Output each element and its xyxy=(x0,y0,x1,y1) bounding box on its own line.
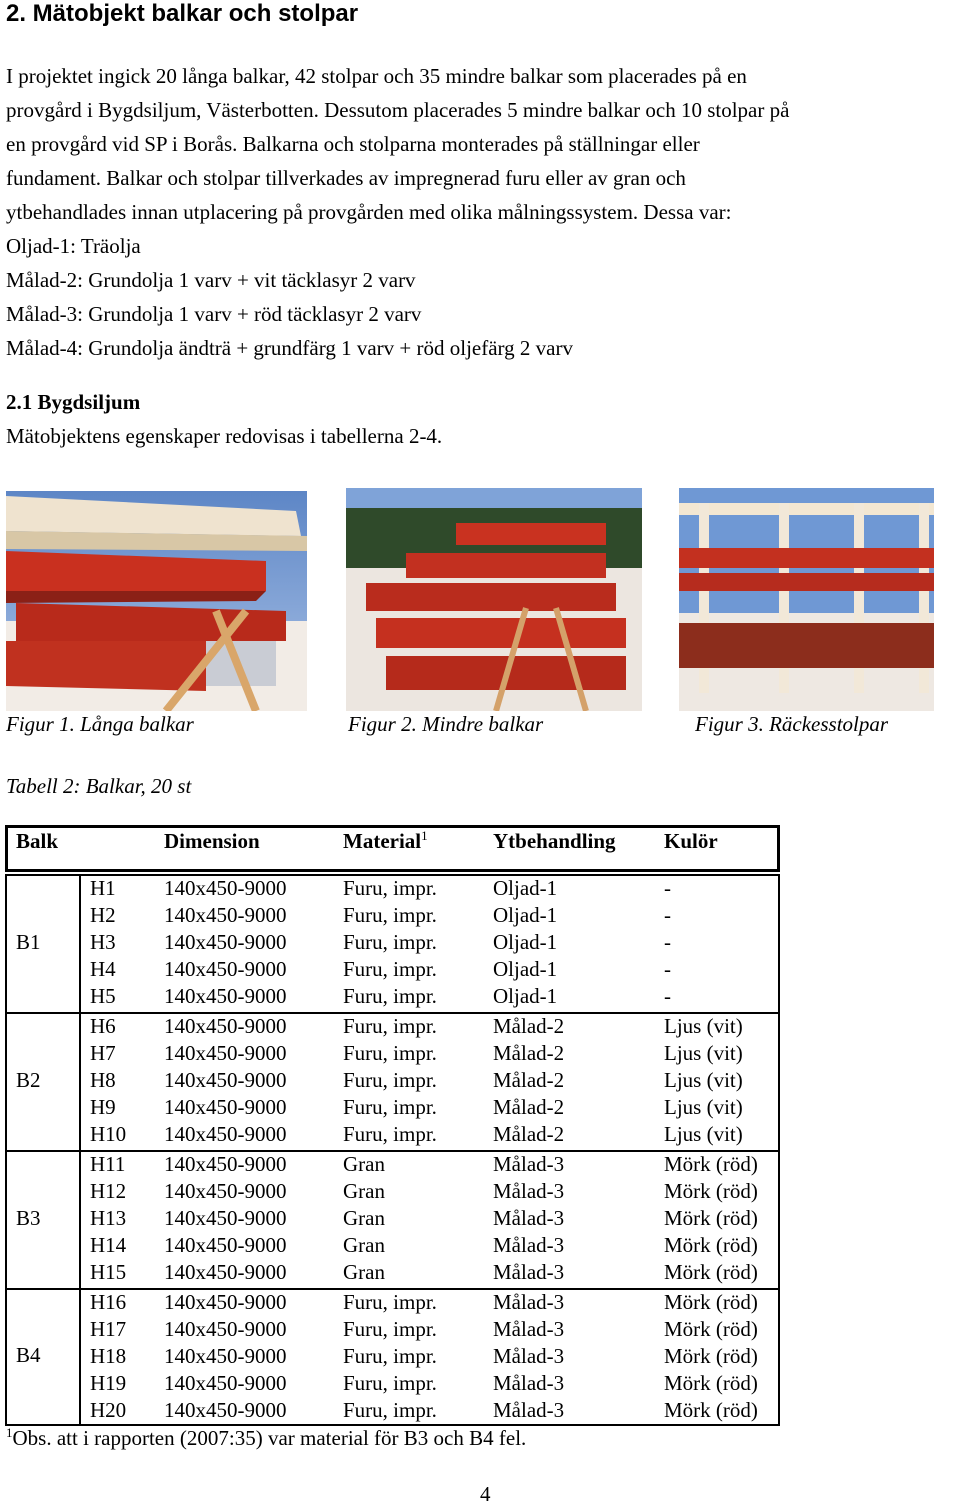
table-cell-material: Furu, impr. xyxy=(343,1344,437,1368)
table-cell-material: Gran xyxy=(343,1233,385,1257)
table-cell-material: Furu, impr. xyxy=(343,1095,437,1119)
table-cell-kulor: Ljus (vit) xyxy=(664,1122,743,1146)
table-cell-material: Furu, impr. xyxy=(343,1068,437,1092)
table-cell-row-id: H18 xyxy=(90,1344,127,1368)
column-header-dimension: Dimension xyxy=(164,829,260,853)
table-cell-kulor: - xyxy=(664,903,671,927)
column-header-balk: Balk xyxy=(16,829,59,853)
table-cell-dimension: 140x450-9000 xyxy=(164,1122,287,1146)
intro-line: I projektet ingick 20 långa balkar, 42 stolpar och 35 mindre balkar som placerades på en xyxy=(6,64,747,88)
intro-line: Målad-2: Grundolja 1 varv + vit täcklasyr 2 varv xyxy=(6,268,416,292)
photo-railing-posts xyxy=(679,488,934,711)
table-cell-row-id: H13 xyxy=(90,1206,127,1230)
table-cell-row-id: H17 xyxy=(90,1317,127,1341)
table-cell-material: Furu, impr. xyxy=(343,1290,437,1314)
table-cell-ytbehandling: Oljad-1 xyxy=(493,903,558,927)
table-cell-dimension: 140x450-9000 xyxy=(164,957,287,981)
table-cell-material: Gran xyxy=(343,1206,385,1230)
table-cell-row-id: H19 xyxy=(90,1371,127,1395)
table-cell-material: Gran xyxy=(343,1152,385,1176)
table-cell-ytbehandling: Målad-3 xyxy=(493,1344,565,1368)
table-cell-ytbehandling: Målad-2 xyxy=(493,1068,565,1092)
table-cell-row-id: H12 xyxy=(90,1179,127,1203)
table-cell-kulor: - xyxy=(664,876,671,900)
column-header-material: Material$^1$ xyxy=(343,828,428,853)
figure-caption: Figur 2. Mindre balkar xyxy=(348,712,544,736)
table-cell-dimension: 140x450-9000 xyxy=(164,1371,287,1395)
table-cell-dimension: 140x450-9000 xyxy=(164,1233,287,1257)
column-header-kulor: Kulör xyxy=(664,829,718,853)
table-cell-ytbehandling: Oljad-1 xyxy=(493,957,558,981)
table-cell-row-id: H14 xyxy=(90,1233,127,1257)
photo-small-beams xyxy=(346,488,642,711)
table-cell-row-id: H8 xyxy=(90,1068,116,1092)
table-cell-dimension: 140x450-9000 xyxy=(164,984,287,1008)
table-cell-ytbehandling: Målad-2 xyxy=(493,1041,565,1065)
table-cell-dimension: 140x450-9000 xyxy=(164,930,287,954)
group-label: B1 xyxy=(16,930,41,954)
table-cell-row-id: H2 xyxy=(90,903,116,927)
table-cell-row-id: H16 xyxy=(90,1290,127,1314)
photo-long-beams xyxy=(6,491,307,711)
table-cell-ytbehandling: Målad-3 xyxy=(493,1290,565,1314)
table-cell-kulor: - xyxy=(664,957,671,981)
table-cell-dimension: 140x450-9000 xyxy=(164,1179,287,1203)
table-cell-ytbehandling: Målad-3 xyxy=(493,1371,565,1395)
table-cell-material: Furu, impr. xyxy=(343,1041,437,1065)
table-cell-kulor: - xyxy=(664,930,671,954)
table-cell-row-id: H9 xyxy=(90,1095,116,1119)
table-cell-ytbehandling: Målad-3 xyxy=(493,1317,565,1341)
table-cell-material: Furu, impr. xyxy=(343,1014,437,1038)
table-cell-row-id: H7 xyxy=(90,1041,116,1065)
figure-caption: Figur 1. Långa balkar xyxy=(6,712,194,736)
table-cell-kulor: Mörk (röd) xyxy=(664,1317,758,1341)
table-cell-dimension: 140x450-9000 xyxy=(164,1344,287,1368)
intro-line: ytbehandlades innan utplacering på provgården med olika målningssystem. Dessa var: xyxy=(6,200,732,224)
intro-line: fundament. Balkar och stolpar tillverkades av impregnerad furu eller av gran och xyxy=(6,166,686,190)
table-cell-ytbehandling: Oljad-1 xyxy=(493,984,558,1008)
group-label: B2 xyxy=(16,1068,41,1092)
table-cell-kulor: Mörk (röd) xyxy=(664,1206,758,1230)
table-caption: Tabell 2: Balkar, 20 st xyxy=(6,774,192,798)
table-cell-kulor: Ljus (vit) xyxy=(664,1095,743,1119)
table-cell-ytbehandling: Oljad-1 xyxy=(493,876,558,900)
table-cell-row-id: H1 xyxy=(90,876,116,900)
table-cell-kulor: Mörk (röd) xyxy=(664,1233,758,1257)
table-cell-dimension: 140x450-9000 xyxy=(164,1014,287,1038)
intro-line: en provgård vid SP i Borås. Balkarna och stolparna monterades på ställningar eller xyxy=(6,132,700,156)
table-cell-kulor: Mörk (röd) xyxy=(664,1179,758,1203)
table-cell-ytbehandling: Målad-2 xyxy=(493,1014,565,1038)
table-cell-row-id: H15 xyxy=(90,1260,127,1284)
intro-line: Målad-3: Grundolja 1 varv + röd täcklasyr 2 varv xyxy=(6,302,422,326)
table-cell-dimension: 140x450-9000 xyxy=(164,876,287,900)
footnote: $^1$Obs. att i rapporten (2007:35) var material för B3 och B4 fel. xyxy=(6,1425,527,1450)
table-cell-dimension: 140x450-9000 xyxy=(164,1317,287,1341)
table-cell-ytbehandling: Målad-3 xyxy=(493,1179,565,1203)
table-cell-kulor: Mörk (röd) xyxy=(664,1344,758,1368)
table-cell-ytbehandling: Målad-2 xyxy=(493,1122,565,1146)
table-cell-ytbehandling: Målad-3 xyxy=(493,1152,565,1176)
table-cell-dimension: 140x450-9000 xyxy=(164,1068,287,1092)
table-cell-material: Furu, impr. xyxy=(343,930,437,954)
table-cell-kulor: Ljus (vit) xyxy=(664,1068,743,1092)
table-cell-kulor: - xyxy=(664,984,671,1008)
table-cell-kulor: Ljus (vit) xyxy=(664,1014,743,1038)
table-cell-row-id: H10 xyxy=(90,1122,127,1146)
table-cell-row-id: H4 xyxy=(90,957,116,981)
table-cell-kulor: Mörk (röd) xyxy=(664,1398,758,1422)
table-cell-material: Furu, impr. xyxy=(343,957,437,981)
table-cell-ytbehandling: Målad-3 xyxy=(493,1206,565,1230)
section-heading: 2. Mätobjekt balkar och stolpar xyxy=(6,0,359,27)
table-cell-row-id: H5 xyxy=(90,984,116,1008)
table-cell-material: Furu, impr. xyxy=(343,984,437,1008)
group-label: B4 xyxy=(16,1343,41,1367)
table-cell-material: Gran xyxy=(343,1179,385,1203)
page-number: 4 xyxy=(480,1482,491,1506)
table-cell-row-id: H20 xyxy=(90,1398,127,1422)
column-header-ytbehandling: Ytbehandling xyxy=(493,829,616,853)
subsection-heading: 2.1 Bygdsiljum xyxy=(6,390,141,414)
table-cell-kulor: Mörk (röd) xyxy=(664,1260,758,1284)
table-cell-ytbehandling: Målad-3 xyxy=(493,1260,565,1284)
group-label: B3 xyxy=(16,1206,41,1230)
table-cell-dimension: 140x450-9000 xyxy=(164,1290,287,1314)
intro-line: Oljad-1: Träolja xyxy=(6,234,141,258)
table-cell-material: Furu, impr. xyxy=(343,1122,437,1146)
table-cell-material: Gran xyxy=(343,1260,385,1284)
table-cell-material: Furu, impr. xyxy=(343,876,437,900)
table-cell-row-id: H6 xyxy=(90,1014,116,1038)
table-cell-row-id: H11 xyxy=(90,1152,126,1176)
table-cell-dimension: 140x450-9000 xyxy=(164,1260,287,1284)
table-cell-material: Furu, impr. xyxy=(343,903,437,927)
figure-caption: Figur 3. Räckesstolpar xyxy=(695,712,889,736)
subsection-text: Mätobjektens egenskaper redovisas i tabellerna 2-4. xyxy=(6,424,443,448)
table-cell-dimension: 140x450-9000 xyxy=(164,1206,287,1230)
table-cell-kulor: Ljus (vit) xyxy=(664,1041,743,1065)
table-cell-material: Furu, impr. xyxy=(343,1371,437,1395)
table-cell-ytbehandling: Målad-2 xyxy=(493,1095,565,1119)
intro-line: provgård i Bygdsiljum, Västerbotten. Dessutom placerades 5 mindre balkar och 10 stolpar på xyxy=(6,98,790,122)
table-cell-dimension: 140x450-9000 xyxy=(164,1152,287,1176)
table-cell-ytbehandling: Målad-3 xyxy=(493,1398,565,1422)
table-cell-row-id: H3 xyxy=(90,930,116,954)
table-cell-dimension: 140x450-9000 xyxy=(164,1041,287,1065)
table-cell-ytbehandling: Målad-3 xyxy=(493,1233,565,1257)
table-cell-dimension: 140x450-9000 xyxy=(164,903,287,927)
table-cell-ytbehandling: Oljad-1 xyxy=(493,930,558,954)
table-cell-dimension: 140x450-9000 xyxy=(164,1095,287,1119)
table-cell-kulor: Mörk (röd) xyxy=(664,1152,758,1176)
table-cell-kulor: Mörk (röd) xyxy=(664,1290,758,1314)
table-cell-material: Furu, impr. xyxy=(343,1398,437,1422)
intro-line: Målad-4: Grundolja ändträ + grundfärg 1 varv + röd oljefärg 2 varv xyxy=(6,336,573,360)
table-cell-dimension: 140x450-9000 xyxy=(164,1398,287,1422)
table-cell-material: Furu, impr. xyxy=(343,1317,437,1341)
table-cell-kulor: Mörk (röd) xyxy=(664,1371,758,1395)
